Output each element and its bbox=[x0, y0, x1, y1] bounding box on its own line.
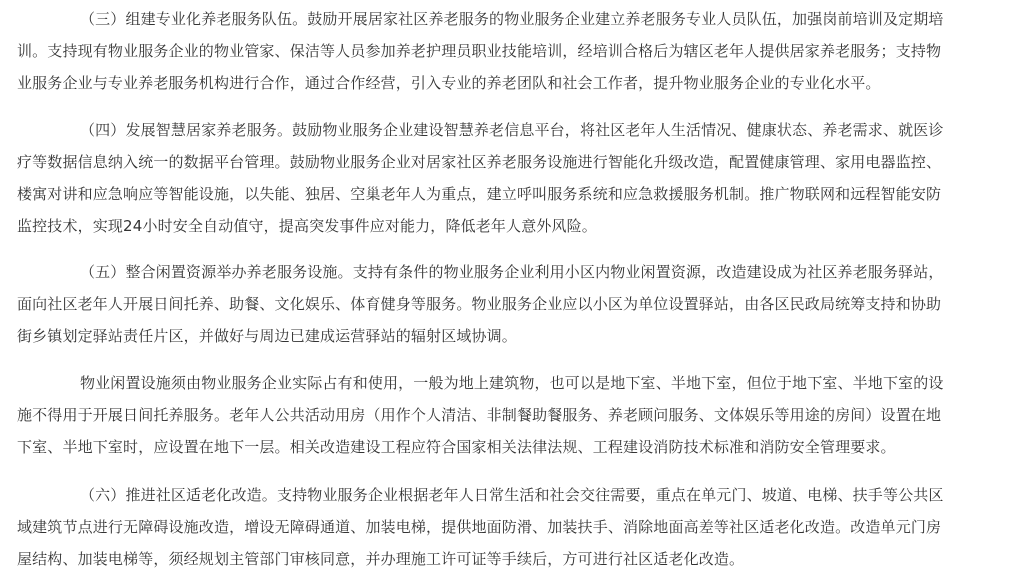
paragraph-line: （四）发展智慧居家养老服务。鼓励物业服务企业建设智慧养老信息平台，将社区老年人生活情况、健康状态、养老需求、就医诊 bbox=[80, 121, 944, 139]
paragraph-line: 屋结构、加装电梯等，须经规划主管部门审核同意，并办理施工许可证等手续后，方可进行社区适老化改造。 bbox=[17, 550, 745, 568]
paragraph-line: 监控技术，实现24小时安全自动值守，提高突发事件应对能力，降低老年人意外风险。 bbox=[17, 217, 597, 235]
paragraph-line: 下室、半地下室时，应设置在地下一层。相关改造建设工程应符合国家相关法律法规、工程建设消防技术标准和消防安全管理要求。 bbox=[17, 438, 896, 456]
paragraph-line: （六）推进社区适老化改造。支持物业服务企业根据老年人日常生活和社会交往需要，重点在单元门、坡道、电梯、扶手等公共区 bbox=[80, 486, 944, 504]
paragraph-line: 业服务企业与专业养老服务机构进行合作，通过合作经营，引入专业的养老团队和社会工作者，提升物业服务企业的专业化水平。 bbox=[17, 74, 881, 92]
paragraph-line: （五）整合闲置资源举办养老服务设施。支持有条件的物业服务企业利用小区内物业闲置资源，改造建设成为社区养老服务驿站， bbox=[80, 263, 944, 281]
paragraph-line: 训。支持现有物业服务企业的物业管家、保洁等人员参加养老护理员职业技能培训，经培训合格后为辖区老年人提供居家养老服务；支持物 bbox=[17, 42, 942, 60]
paragraph-line: 街乡镇划定驿站责任片区，并做好与周边已建成运营驿站的辐射区域协调。 bbox=[17, 327, 517, 345]
paragraph-line: 物业闲置设施须由物业服务企业实际占有和使用，一般为地上建筑物，也可以是地下室、半地下室，但位于地下室、半地下室的设 bbox=[80, 374, 944, 392]
paragraph-line: 疗等数据信息纳入统一的数据平台管理。鼓励物业服务企业对居家社区养老服务设施进行智能化升级改造，配置健康管理、家用电器监控、 bbox=[17, 153, 942, 171]
paragraph-line: 面向社区老年人开展日间托养、助餐、文化娱乐、体育健身等服务。物业服务企业应以小区为单位设置驿站，由各区民政局统筹支持和协助 bbox=[17, 295, 942, 313]
paragraph-line: 域建筑节点进行无障碍设施改造，增设无障碍通道、加装电梯，提供地面防滑、加装扶手、消除地面高差等社区适老化改造。改造单元门房 bbox=[17, 518, 942, 536]
paragraph-line: （三）组建专业化养老服务队伍。鼓励开展居家社区养老服务的物业服务企业建立养老服务专业人员队伍，加强岗前培训及定期培 bbox=[80, 10, 944, 28]
paragraph-line: 楼寓对讲和应急响应等智能设施，以失能、独居、空巢老年人为重点，建立呼叫服务系统和应急救援服务机制。推广物联网和远程智能安防 bbox=[17, 185, 942, 203]
paragraph-line: 施不得用于开展日间托养服务。老年人公共活动用房（用作个人清洁、非制餐助餐服务、养老顾问服务、文体娱乐等用途的房间）设置在地 bbox=[17, 406, 942, 424]
